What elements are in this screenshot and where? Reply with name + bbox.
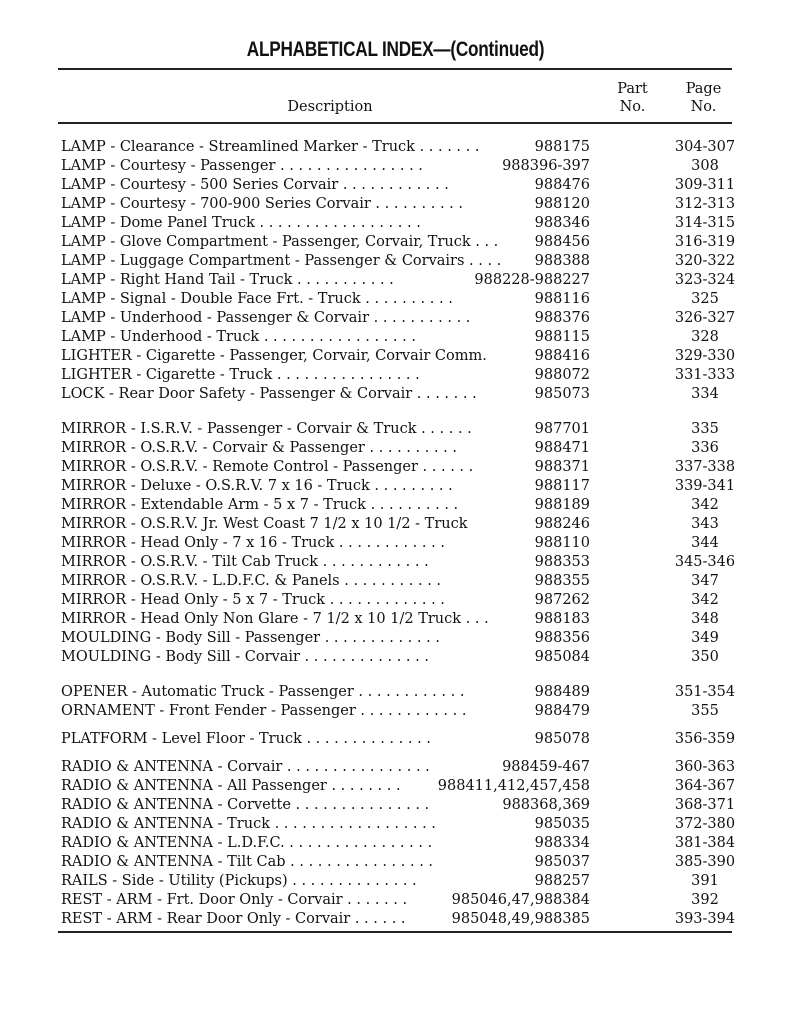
- index-entry: [61, 347, 745, 365]
- entry-page-no: 309-311: [674, 177, 736, 193]
- entry-description: MIRROR - I.S.R.V. - Passenger - Corvair & Truck . . . . . .: [61, 421, 472, 437]
- entry-description: RADIO & ANTENNA - Tilt Cab . . . . . . . . . . . . . . . .: [61, 854, 434, 870]
- entry-description: MIRROR - O.S.R.V. Jr. West Coast 7 1/2 x 10 1/2 - Truck: [61, 516, 468, 532]
- index-entry: [61, 195, 745, 213]
- entry-page-no: 316-319: [674, 234, 736, 250]
- entry-page-no: 323-324: [674, 272, 736, 288]
- header-page-no: [676, 80, 731, 116]
- entry-page-no: 355: [691, 703, 719, 719]
- entry-part-no: 988189: [534, 497, 590, 513]
- index-entry: [61, 553, 745, 571]
- entry-page-no: 320-322: [674, 253, 736, 269]
- entry-description: LAMP - Courtesy - 700-900 Series Corvair . . . . . . . . . .: [61, 196, 463, 212]
- entry-description: LOCK - Rear Door Safety - Passenger & Corvair . . . . . . .: [61, 386, 477, 402]
- entry-page-no: 381-384: [674, 835, 736, 851]
- entry-description: MIRROR - Head Only Non Glare - 7 1/2 x 10 1/2 Truck . . .: [61, 611, 489, 627]
- index-entry: [61, 176, 745, 194]
- entry-description: RADIO & ANTENNA - Corvette . . . . . . . . . . . . . . .: [61, 797, 430, 813]
- entry-description: LAMP - Clearance - Streamlined Marker - Truck . . . . . . .: [61, 139, 480, 155]
- entry-description: MIRROR - O.S.R.V. - Remote Control - Passenger . . . . . .: [61, 459, 474, 475]
- index-entry: [61, 271, 745, 289]
- entry-description: MOULDING - Body Sill - Corvair . . . . . . . . . . . . . .: [61, 649, 429, 665]
- entry-description: LAMP - Luggage Compartment - Passenger & Corvairs . . . .: [61, 253, 502, 269]
- header-page-line2: No.: [690, 99, 717, 115]
- index-entry: [61, 910, 745, 928]
- entry-part-no: 988117: [534, 478, 590, 494]
- entry-description: LAMP - Courtesy - 500 Series Corvair . . . . . . . . . . . .: [61, 177, 449, 193]
- entry-page-no: 349: [691, 630, 719, 646]
- entry-part-no: 988388: [534, 253, 590, 269]
- entry-description: LAMP - Underhood - Truck . . . . . . . . . . . . . . . . .: [61, 329, 416, 345]
- header-part-no: [605, 80, 660, 116]
- index-entry: [61, 366, 745, 384]
- entry-part-no: 988110: [534, 535, 590, 551]
- entry-description: MIRROR - O.S.R.V. - Tilt Cab Truck . . . . . . . . . . . .: [61, 554, 429, 570]
- entry-page-no: 328: [691, 329, 719, 345]
- entry-part-no: 988120: [534, 196, 590, 212]
- entry-page-no: 308: [691, 158, 719, 174]
- entry-page-no: 345-346: [674, 554, 736, 570]
- index-entry: [61, 420, 745, 438]
- entry-part-no: 988411,412,457,458: [437, 778, 590, 794]
- entry-description: OPENER - Automatic Truck - Passenger . . . . . . . . . . . .: [61, 684, 465, 700]
- entry-page-no: 304-307: [674, 139, 736, 155]
- entry-part-no: 988346: [534, 215, 590, 231]
- index-entry: [61, 309, 745, 327]
- header-rule: [58, 122, 732, 124]
- index-entry: [61, 796, 745, 814]
- entry-part-no: 988376: [534, 310, 590, 326]
- entry-part-no: 988456: [534, 234, 590, 250]
- index-entry: [61, 730, 745, 748]
- entry-page-no: 339-341: [674, 478, 736, 494]
- entry-page-no: 348: [691, 611, 719, 627]
- entry-description: LIGHTER - Cigarette - Passenger, Corvair, Corvair Comm.: [61, 348, 487, 364]
- entry-page-no: 329-330: [674, 348, 736, 364]
- index-entry: [61, 214, 745, 232]
- entry-part-no: 988072: [534, 367, 590, 383]
- entry-description: REST - ARM - Frt. Door Only - Corvair . . . . . . .: [61, 892, 408, 908]
- entry-description: LAMP - Courtesy - Passenger . . . . . . . . . . . . . . . .: [61, 158, 423, 174]
- entry-part-no: 988355: [534, 573, 590, 589]
- entry-page-no: 336: [691, 440, 719, 456]
- index-entry: [61, 629, 745, 647]
- index-entry: [61, 702, 745, 720]
- entry-page-no: 391: [691, 873, 719, 889]
- entry-description: LAMP - Signal - Double Face Frt. - Truck . . . . . . . . . .: [61, 291, 453, 307]
- entry-page-no: 385-390: [674, 854, 736, 870]
- entry-page-no: 334: [691, 386, 719, 402]
- entry-part-no: 987701: [534, 421, 590, 437]
- entry-page-no: 392: [691, 892, 719, 908]
- entry-part-no: 985084: [534, 649, 590, 665]
- entry-part-no: 988246: [534, 516, 590, 532]
- entry-page-no: 335: [691, 421, 719, 437]
- entry-description: MOULDING - Body Sill - Passenger . . . . . . . . . . . . .: [61, 630, 440, 646]
- entry-page-no: 326-327: [674, 310, 736, 326]
- index-entry: [61, 385, 745, 403]
- entry-part-no: 988353: [534, 554, 590, 570]
- index-entry: [61, 610, 745, 628]
- entry-part-no: 988368,369: [502, 797, 590, 813]
- index-entry: [61, 572, 745, 590]
- entry-part-no: 988116: [534, 291, 590, 307]
- entry-page-no: 368-371: [674, 797, 736, 813]
- entry-part-no: 988334: [534, 835, 590, 851]
- page-title: ALPHABETICAL INDEX—(Continued): [246, 38, 545, 61]
- index-entry: [61, 853, 745, 871]
- entry-page-no: 393-394: [674, 911, 736, 927]
- index-entry: [61, 233, 745, 251]
- entry-description: MIRROR - Deluxe - O.S.R.V. 7 x 16 - Truck . . . . . . . . .: [61, 478, 453, 494]
- entry-part-no: 988371: [534, 459, 590, 475]
- index-entry: [61, 515, 745, 533]
- entry-part-no: 987262: [534, 592, 590, 608]
- index-entry: [61, 591, 745, 609]
- entry-part-no: 985037: [534, 854, 590, 870]
- entry-description: REST - ARM - Rear Door Only - Corvair . . . . . .: [61, 911, 406, 927]
- entry-page-no: 325: [691, 291, 719, 307]
- entry-part-no: 988489: [534, 684, 590, 700]
- entry-description: MIRROR - O.S.R.V. - Corvair & Passenger . . . . . . . . . .: [61, 440, 458, 456]
- index-entry: [61, 777, 745, 795]
- index-entry: [61, 496, 745, 514]
- entry-description: PLATFORM - Level Floor - Truck . . . . . . . . . . . . . .: [61, 731, 431, 747]
- entry-page-no: 337-338: [674, 459, 736, 475]
- bottom-rule: [58, 931, 732, 933]
- index-entry: [61, 815, 745, 833]
- index-entry: [61, 328, 745, 346]
- index-entry: [61, 648, 745, 666]
- entry-description: RADIO & ANTENNA - Corvair . . . . . . . . . . . . . . . .: [61, 759, 430, 775]
- entry-part-no: 985073: [534, 386, 590, 402]
- index-entry: [61, 477, 745, 495]
- entry-page-no: 360-363: [674, 759, 736, 775]
- entry-part-no: 988175: [534, 139, 590, 155]
- entry-part-no: 988257: [534, 873, 590, 889]
- entry-part-no: 985048,49,988385: [451, 911, 590, 927]
- entry-part-no: 988476: [534, 177, 590, 193]
- top-rule: [58, 68, 732, 70]
- index-entry: [61, 458, 745, 476]
- entry-part-no: 988396-397: [502, 158, 590, 174]
- entry-description: RAILS - Side - Utility (Pickups) . . . . . . . . . . . . . .: [61, 873, 417, 889]
- entry-part-no: 985078: [534, 731, 590, 747]
- entry-description: LAMP - Glove Compartment - Passenger, Corvair, Truck . . .: [61, 234, 499, 250]
- entry-description: ORNAMENT - Front Fender - Passenger . . . . . . . . . . . .: [61, 703, 467, 719]
- entry-description: LAMP - Right Hand Tail - Truck . . . . . . . . . . .: [61, 272, 394, 288]
- entry-description: LAMP - Dome Panel Truck . . . . . . . . . . . . . . . . . .: [61, 215, 421, 231]
- header-part-line1: Part: [617, 81, 648, 97]
- entry-part-no: 988356: [534, 630, 590, 646]
- index-entry: [61, 252, 745, 270]
- entry-part-no: 988183: [534, 611, 590, 627]
- entry-page-no: 344: [691, 535, 719, 551]
- index-entry: [61, 872, 745, 890]
- entry-description: RADIO & ANTENNA - L.D.F.C. . . . . . . . . . . . . . . . .: [61, 835, 433, 851]
- index-entry: [61, 834, 745, 852]
- entry-part-no: 988228-988227: [474, 272, 590, 288]
- entry-page-no: 356-359: [674, 731, 736, 747]
- entry-page-no: 351-354: [674, 684, 736, 700]
- entry-page-no: 314-315: [674, 215, 736, 231]
- entry-part-no: 985035: [534, 816, 590, 832]
- entry-description: RADIO & ANTENNA - Truck . . . . . . . . . . . . . . . . . .: [61, 816, 436, 832]
- entry-description: RADIO & ANTENNA - All Passenger . . . . . . . .: [61, 778, 401, 794]
- entry-part-no: 988459-467: [502, 759, 590, 775]
- entry-page-no: 342: [691, 592, 719, 608]
- index-entry: [61, 534, 745, 552]
- entry-description: LIGHTER - Cigarette - Truck . . . . . . . . . . . . . . . .: [61, 367, 420, 383]
- entry-page-no: 350: [691, 649, 719, 665]
- index-entry: [61, 891, 745, 909]
- header-part-line2: No.: [619, 99, 646, 115]
- entry-description: MIRROR - Extendable Arm - 5 x 7 - Truck . . . . . . . . . .: [61, 497, 459, 513]
- entry-page-no: 331-333: [674, 367, 736, 383]
- entry-page-no: 343: [691, 516, 719, 532]
- index-entry: [61, 683, 745, 701]
- entry-part-no: 985046,47,988384: [451, 892, 590, 908]
- entry-description: MIRROR - Head Only - 7 x 16 - Truck . . . . . . . . . . . .: [61, 535, 445, 551]
- entry-part-no: 988115: [534, 329, 590, 345]
- index-entry: [61, 157, 745, 175]
- header-description: Description: [287, 99, 373, 115]
- entry-description: MIRROR - O.S.R.V. - L.D.F.C. & Panels . . . . . . . . . . .: [61, 573, 442, 589]
- entry-page-no: 347: [691, 573, 719, 589]
- entry-part-no: 988416: [534, 348, 590, 364]
- entry-part-no: 988479: [534, 703, 590, 719]
- index-entry: [61, 439, 745, 457]
- entry-description: MIRROR - Head Only - 5 x 7 - Truck . . . . . . . . . . . . .: [61, 592, 445, 608]
- index-entry: [61, 138, 745, 156]
- entry-page-no: 364-367: [674, 778, 736, 794]
- index-entry: [61, 290, 745, 308]
- entry-page-no: 312-313: [674, 196, 736, 212]
- index-entry: [61, 758, 745, 776]
- entry-part-no: 988471: [534, 440, 590, 456]
- entry-page-no: 372-380: [674, 816, 736, 832]
- header-page-line1: Page: [685, 81, 722, 97]
- entry-page-no: 342: [691, 497, 719, 513]
- entry-description: LAMP - Underhood - Passenger & Corvair . . . . . . . . . . .: [61, 310, 471, 326]
